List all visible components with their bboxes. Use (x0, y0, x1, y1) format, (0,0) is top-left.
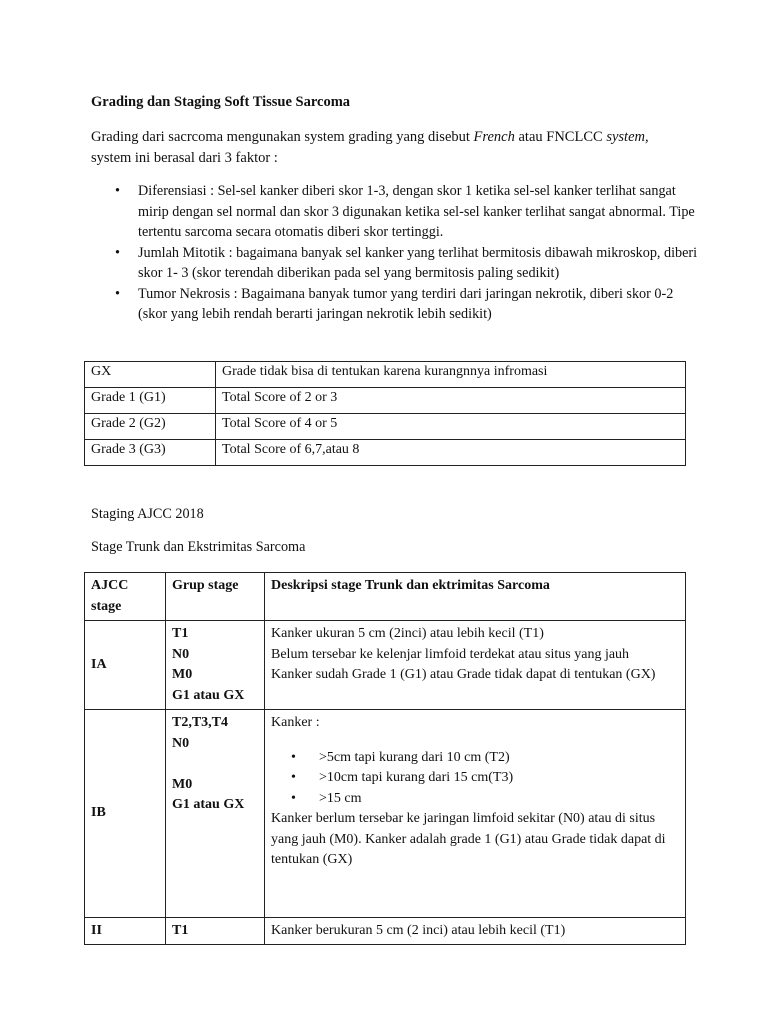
group-cell (166, 621, 265, 710)
table-row (85, 440, 686, 466)
table-row (85, 414, 686, 440)
grade-desc-cell: Total Score of 6,7,atau 8 (216, 440, 686, 466)
table-row-ib (85, 710, 686, 918)
group-line: N0 (172, 646, 190, 662)
stage-cell: IA (85, 621, 166, 710)
group-line: T2,T3,T4 (172, 715, 229, 730)
desc-line: Belum tersebar ke kelenjar limfoid terdekat atau situs yang jauh (271, 646, 630, 662)
table-row (85, 388, 686, 414)
document-title: Grading dan Staging Soft Tissue Sarcoma (91, 94, 351, 110)
group-line: G1 atau GX (172, 797, 245, 812)
group-line: M0 (172, 667, 193, 682)
header-grup-stage: Grup stage (166, 573, 265, 621)
intro-italic-french: French (473, 129, 515, 145)
ajcc-stage-table (84, 572, 686, 945)
group-line: G1 atau GX (172, 687, 245, 703)
grade-cell: Grade 3 (G3) (85, 440, 216, 466)
grade-desc-cell: Total Score of 4 or 5 (216, 414, 686, 440)
desc-cell: Kanker berukuran 5 cm (2 inci) atau lebih kecil (T1) (265, 917, 686, 945)
table-header-row (85, 573, 686, 621)
grade-desc-cell: Grade tidak bisa di tentukan karena kurangnnya infromasi (216, 362, 686, 388)
group-cell: T1 (166, 917, 265, 945)
desc-line: Kanker sudah Grade 1 (G1) atau Grade tidak dapat di tentukan (GX) (271, 667, 656, 682)
size-list (271, 748, 679, 810)
size-item: • >5cm tapi kurang dari 10 cm (T2) (271, 748, 679, 769)
intro-text-1: Grading dari sacrcoma mengunakan system grading yang disebut (91, 129, 474, 145)
group-line (172, 754, 258, 775)
desc-cell (265, 621, 686, 710)
intro-text-2: atau FNCLCC (514, 129, 607, 145)
grade-cell: GX (85, 362, 216, 388)
factor-item: • Jumlah Mitotik : bagaimana banyak sel kanker yang terlihat bermitosis dibawah mikroskop, diberi skor 1- 3 (skor terendah diberikan pada sel yang bermitosis paling sedikit) (115, 243, 700, 284)
desc-line: Kanker berlum tersebar ke jaringan limfoid sekitar (N0) atau di situs yang jauh (M0). Kanker adalah grade 1 (G1) atau Grade tidak dapat di tentukan (GX) (271, 811, 666, 867)
group-line: T1 (172, 626, 189, 641)
size-item: • >10cm tapi kurang dari 15 cm(T3) (271, 768, 679, 789)
factor-item: • Tumor Nekrosis : Bagaimana banyak tumor yang terdiri dari jaringan nekrotik, diberi skor 0-2 (skor yang lebih rendah berarti jaringan nekrotik lebih sedikit) (115, 284, 700, 325)
desc-line: Kanker : (271, 715, 320, 730)
stage-cell: IB (85, 710, 166, 918)
grade-table (84, 361, 686, 466)
intro-italic-system: system, (606, 129, 649, 145)
stage-cell: II (85, 917, 166, 945)
intro-text-3: system ini berasal dari 3 faktor : (91, 150, 278, 166)
desc-cell (265, 710, 686, 918)
size-item: • >15 cm (271, 789, 679, 810)
factor-item: • Diferensiasi : Sel-sel kanker diberi skor 1-3, dengan skor 1 ketika sel-sel kanker terlihat sangat mirip dengan sel normal dan skor 3 digunakan ketika sel-sel kanker terlihat sangat abnormal. Tipe tertentu sarcoma secara otomatis diberi skor tertinggi. (115, 181, 700, 243)
group-line: M0 (172, 776, 193, 792)
table-row (85, 362, 686, 388)
group-line: N0 (172, 735, 190, 751)
table-row-ia (85, 621, 686, 710)
desc-line: Kanker ukuran 5 cm (2inci) atau lebih kecil (T1) (271, 626, 544, 641)
group-cell (166, 710, 265, 918)
grade-desc-cell: Total Score of 2 or 3 (216, 388, 686, 414)
grade-cell: Grade 2 (G2) (85, 414, 216, 440)
stage-subheading: Stage Trunk dan Ekstrimitas Sarcoma (91, 539, 306, 555)
intro-paragraph (91, 127, 691, 169)
header-deskripsi: Deskripsi stage Trunk dan ektrimitas Sarcoma (265, 573, 686, 621)
grade-cell: Grade 1 (G1) (85, 388, 216, 414)
header-ajcc-stage: AJCC stage (85, 573, 166, 621)
factor-list (115, 181, 700, 325)
staging-heading: Staging AJCC 2018 (91, 506, 204, 522)
table-row-ii (85, 917, 686, 945)
